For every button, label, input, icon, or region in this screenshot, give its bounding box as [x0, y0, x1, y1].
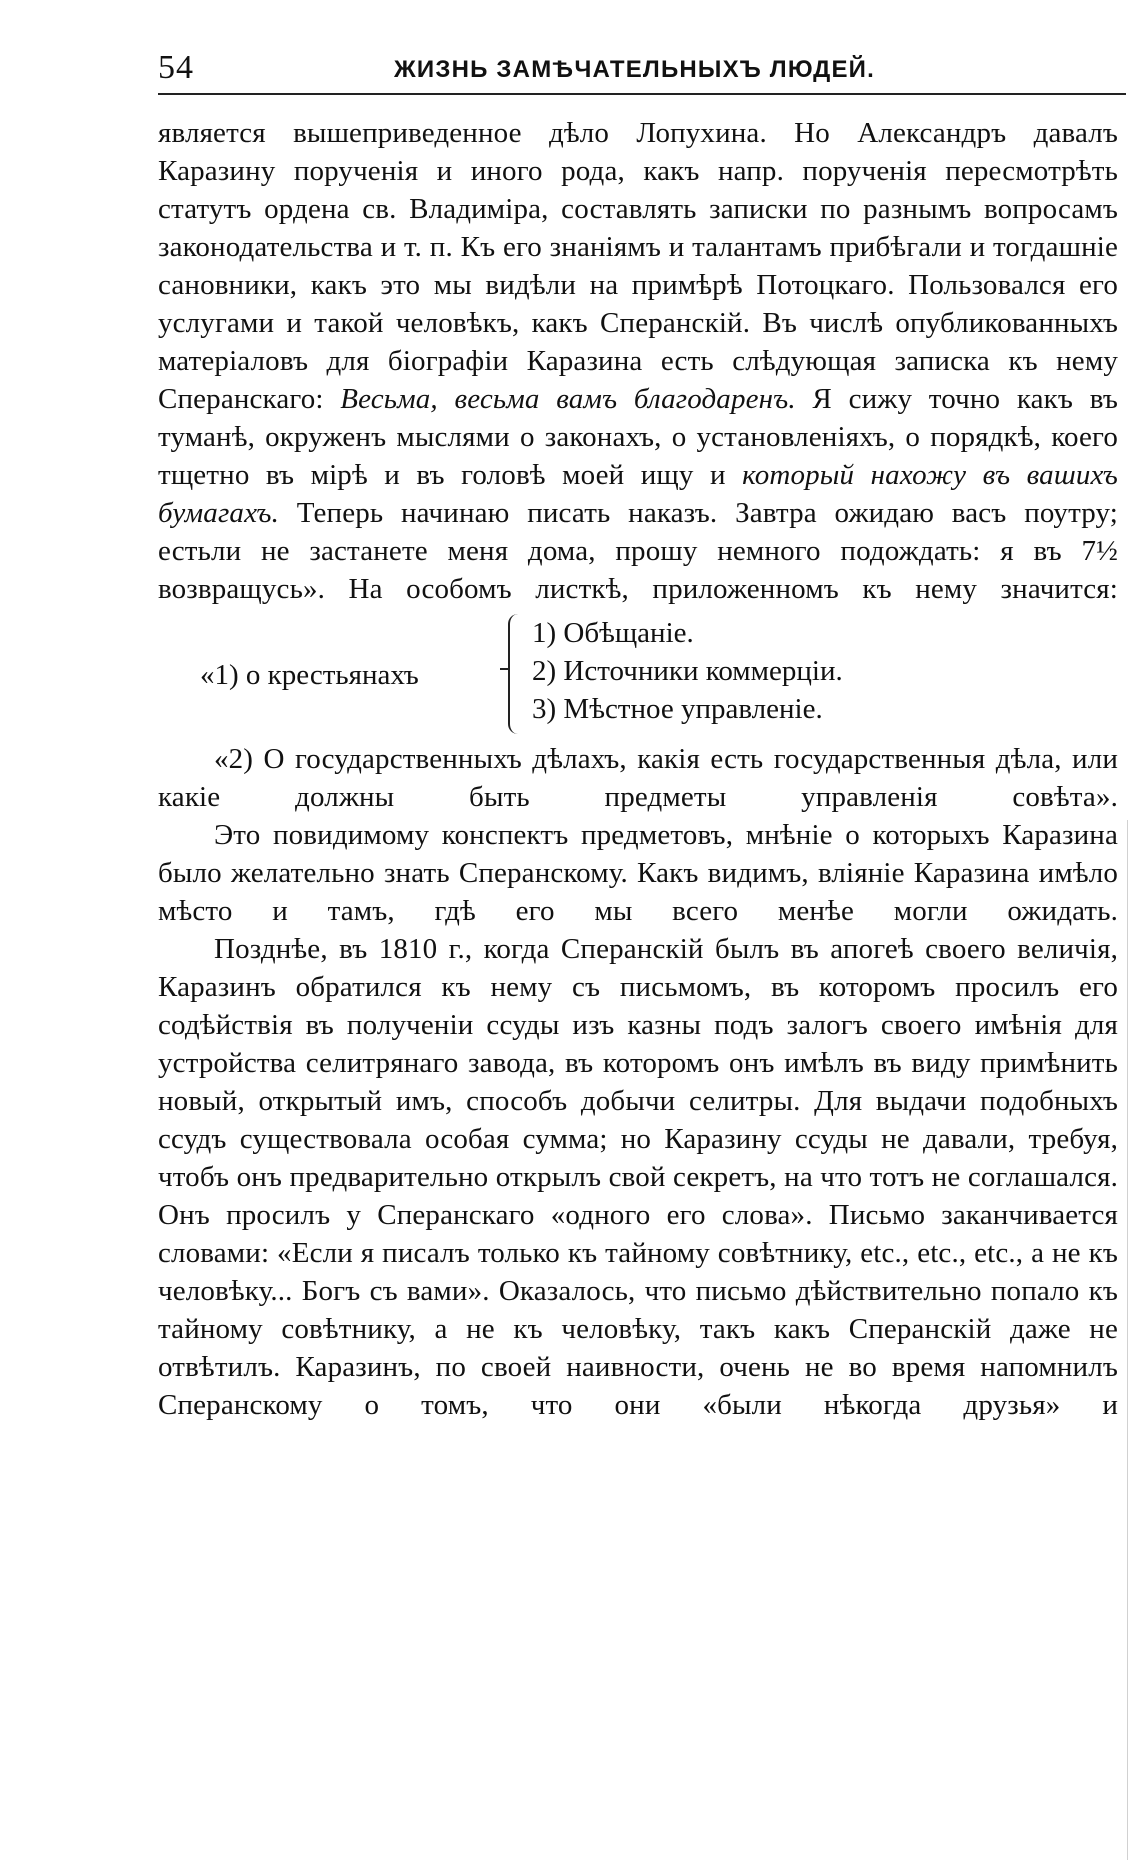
italic-quote-2: который нахожу въ вашихъ бумагахъ. [158, 459, 1119, 529]
header-rule [158, 93, 1126, 95]
scan-margin-line [1121, 820, 1128, 1860]
paragraph-4: Позднѣе, въ 1810 г., когда Сперанскій былъ въ апогеѣ своего величія, Каразинъ обратился къ нему съ письмомъ, въ которомъ просилъ его содѣйствія въ полученіи ссуды изъ казны подъ залогъ своего имѣнія для устройства селитрянаго завода, въ которомъ онъ имѣлъ въ виду примѣнить новый, открытый имъ, способъ добычи селитры. Для выдачи подобныхъ ссудъ существовала особая сумма; но Каразину ссуды не давали, требуя, чтобъ онъ предварительно открылъ свой секретъ, на что тотъ не соглашался. Онъ просилъ у Сперанскаго «одного его слова». Письмо заканчивается словами: «Если я писалъ только къ тайному совѣтнику, etc., etc., etc., а не къ человѣку... Богъ съ вами». Оказалось, что письмо дѣйствительно попало къ тайному совѣтнику, а не къ человѣку, такъ какъ Сперанскій даже не отвѣтилъ. Каразинъ, по своей наивности, очень не во время напомнилъ Сперанскому о томъ, что они «были нѣкогда друзья» и [158, 933, 1118, 1421]
paragraph-1-text-middle: Я сижу точно какъ въ туманѣ, окруженъ мыслями о законахъ, о установленіяхъ, о порядкѣ, коего тщетно въ мірѣ и въ головѣ моей ищу и [158, 383, 1119, 491]
list-item-3: 3) Мѣстное управленіе. [532, 693, 823, 725]
main-text [158, 114, 1118, 1424]
paragraph-1-text-start: является вышеприведенное дѣло Лопухина. Но Александръ давалъ Каразину порученія и иного рода, какъ напр. порученія пересмотрѣть статутъ ордена св. Владиміра, составлять записки по разнымъ вопросамъ законодательства и т. п. Къ его знаніямъ и талантамъ прибѣгали и тогдашніе сановники, какъ это мы видѣли на примѣрѣ Потоцкаго. Пользовался его услугами и такой человѣкъ, какъ Сперанскій. Въ числѣ опубликованныхъ матеріаловъ для біографіи Каразина есть слѣдующая записка къ нему Сперанскаго: [158, 117, 1118, 415]
paragraph-1 [158, 114, 1118, 608]
running-title: ЖИЗНЬ ЗАМѢЧАТЕЛЬНЫХЪ ЛЮДЕЙ. [394, 56, 875, 83]
page-header [158, 48, 1126, 96]
brace-mark [508, 614, 528, 734]
paragraph-2: «2) О государственныхъ дѣлахъ, какія есть государственныя дѣла, или какіе должны быть предметы управленія совѣта». [158, 743, 1118, 813]
list-lead: «1) о крестьянахъ [200, 659, 419, 691]
list-item-1: 1) Обѣщаніе. [532, 617, 694, 649]
page-number: 54 [158, 49, 194, 86]
list-items [532, 614, 1032, 728]
enumeration-block [158, 614, 1118, 736]
list-item-2: 2) Источники коммерціи. [532, 655, 843, 687]
italic-quote-1: Весьма, весьма вамъ благодаренъ. [340, 383, 796, 415]
paragraph-1-text-end: Теперь начинаю писать наказъ. Завтра ожидаю васъ поутру; естьли не застанете меня дома, прошу немного подождать: я въ 7½ возвращусь». На особомъ листкѣ, приложенномъ къ нему значится: [158, 497, 1118, 605]
paragraph-3: Это повидимому конспектъ предметовъ, мнѣніе о которыхъ Каразина было желательно знать Сперанскому. Какъ видимъ, вліяніе Каразина имѣло мѣсто и тамъ, гдѣ его мы всего менѣе могли ожидать. [158, 819, 1118, 927]
